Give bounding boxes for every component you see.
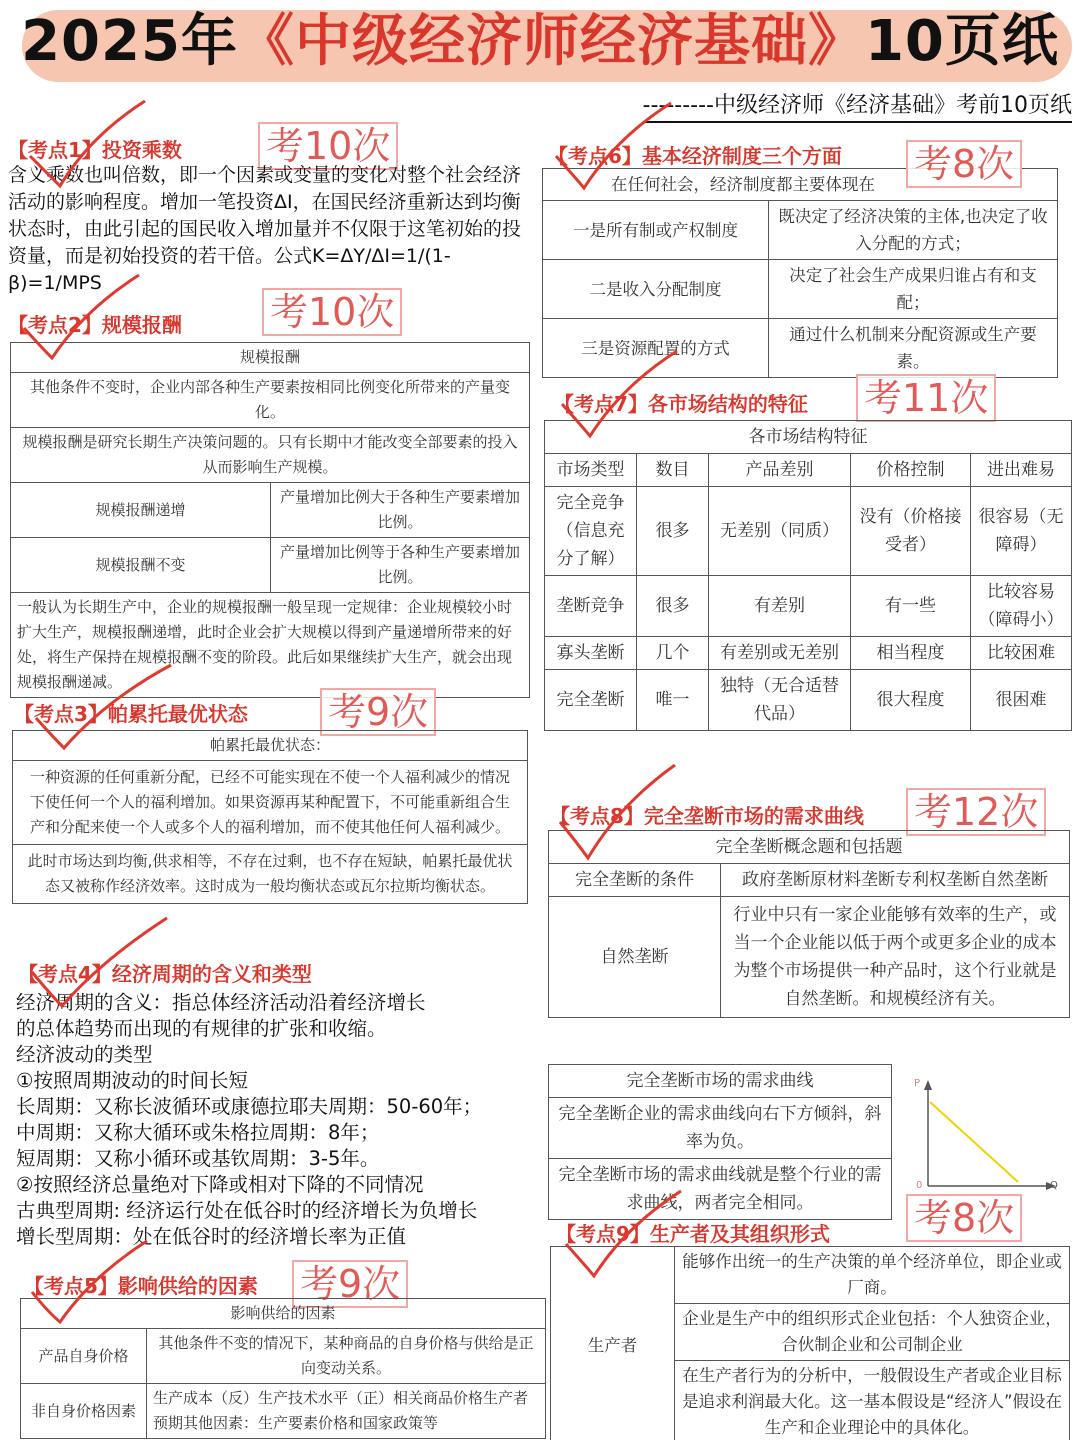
kp7-table bbox=[544, 420, 1072, 731]
kp7-cell: 有一些 bbox=[851, 576, 971, 637]
kp7-cell: 有差别或无差别 bbox=[709, 637, 851, 670]
kp9-heading bbox=[556, 1218, 830, 1247]
kp8-label: 【考点8】 bbox=[550, 804, 644, 828]
page-title bbox=[0, 6, 1080, 78]
kp7-cell: 很困难 bbox=[971, 670, 1072, 731]
kp9-row-2: 企业是生产中的组织形式企业包括：个人独资企业，合伙制企业和公司制企业 bbox=[675, 1304, 1070, 1361]
kp6-stamp: 考8次 bbox=[906, 140, 1022, 188]
title-year: 2025年 bbox=[21, 9, 238, 74]
page-subtitle: ---------中级经济师《经济基础》考前10页纸 bbox=[643, 88, 1072, 123]
kp9-row-3: 在生产者行为的分析中，一般假设生产者或企业目标是追求利润最大化。这一基本假设是“经济人”假设在生产和企业理论中的具体化。 bbox=[675, 1361, 1070, 1440]
kp4-line: 的总体趋势而出现的有规律的扩张和收缩。 bbox=[16, 1017, 387, 1040]
kp5-own-key: 产品自身价格 bbox=[21, 1329, 147, 1384]
kp4-heading bbox=[18, 958, 312, 987]
kp7-cell: 比较容易（障碍小） bbox=[971, 576, 1072, 637]
kp9-table bbox=[550, 1246, 1070, 1440]
kp7-cell: 完全竞争（信息充分了解） bbox=[545, 487, 637, 576]
y-axis-arrow-icon bbox=[924, 1080, 932, 1090]
kp2-table-title: 规模报酬 bbox=[11, 343, 530, 373]
kp4-text bbox=[16, 990, 546, 1250]
kp7-table-title: 各市场结构特征 bbox=[545, 421, 1072, 454]
title-book: 《中级经济师经济基础》 bbox=[237, 9, 865, 74]
kp6-table bbox=[542, 168, 1058, 378]
kp3-heading bbox=[14, 698, 248, 727]
kp7-col-header: 数目 bbox=[637, 454, 709, 487]
kp8-curve-row-1: 完全垄断企业的需求曲线向右下方倾斜，斜率为负。 bbox=[549, 1098, 892, 1159]
kp8-stamp-2: 考8次 bbox=[906, 1194, 1022, 1242]
kp6-label: 【考点6】 bbox=[548, 144, 642, 168]
kp3-table-title: 帕累托最优状态： bbox=[13, 731, 528, 761]
kp5-heading bbox=[24, 1270, 258, 1299]
kp8-heading bbox=[550, 800, 864, 829]
kp1-stamp: 考10次 bbox=[258, 122, 398, 170]
kp7-cell: 很大程度 bbox=[851, 670, 971, 731]
kp3-title: 帕累托最优状态 bbox=[107, 702, 248, 726]
kp5-non-value: 生产成本（反）生产技术水平（正）相关商品价格生产者预期其他因素：生产要素价格和国家政策等 bbox=[147, 1384, 546, 1439]
kp5-stamp: 考9次 bbox=[292, 1260, 408, 1308]
kp7-cell: 寡头垄断 bbox=[545, 637, 637, 670]
kp8-title: 完全垄断市场的需求曲线 bbox=[643, 804, 864, 828]
kp8-curve-title: 完全垄断市场的需求曲线 bbox=[549, 1065, 892, 1098]
kp6-title: 基本经济制度三个方面 bbox=[641, 144, 842, 168]
kp4-line: 短周期：又称小循环或基钦周期：3-5年。 bbox=[16, 1147, 380, 1170]
kp2-inc-key: 规模报酬递增 bbox=[11, 483, 271, 538]
demand-curve-graph bbox=[900, 1072, 1070, 1202]
kp2-title: 规模报酬 bbox=[101, 313, 182, 337]
kp8-nat-key: 自然垄断 bbox=[549, 897, 721, 1018]
kp2-row-2: 规模报酬是研究长期生产决策问题的。只有长期中才能改变全部要素的投入从而影响生产规模。 bbox=[11, 428, 530, 483]
kp2-row-1: 其他条件不变时，企业内部各种生产要素按相同比例变化所带来的产量变化。 bbox=[11, 373, 530, 428]
kp7-cell: 几个 bbox=[637, 637, 709, 670]
kp1-text: 含义乘数也叫倍数，即一个因素或变量的变化对整个社会经济活动的影响程度。增加一笔投资ΔI，在国民经济重新达到均衡状态时，由此引起的国民收入增加量并不仅限于这笔初始的投资量，而是初始投资的若干倍。公式K=ΔY/ΔI=1/(1-β)=1/MPS bbox=[8, 164, 522, 294]
axis-origin-label: 0 bbox=[916, 1180, 923, 1191]
kp4-line: 增长型周期：处在低谷时的经济增长率为正值 bbox=[16, 1225, 407, 1248]
kp4-line: 经济波动的类型 bbox=[16, 1043, 153, 1066]
kp5-title: 影响供给的因素 bbox=[117, 1274, 258, 1298]
kp4-line: 经济周期的含义：指总体经济活动沿着经济增长 bbox=[16, 991, 426, 1014]
kp5-non-key: 非自身价格因素 bbox=[21, 1384, 147, 1439]
kp7-cell: 很容易（无障碍） bbox=[971, 487, 1072, 576]
kp3-label: 【考点3】 bbox=[14, 702, 108, 726]
kp6-row-key: 二是收入分配制度 bbox=[543, 260, 769, 319]
kp5-table bbox=[20, 1298, 546, 1439]
kp8-curve-row-2: 完全垄断市场的需求曲线就是整个行业的需求曲线，两者完全相同。 bbox=[549, 1159, 892, 1220]
kp7-col-header: 市场类型 bbox=[545, 454, 637, 487]
kp7-col-header: 价格控制 bbox=[851, 454, 971, 487]
axis-p-label: P bbox=[914, 1078, 921, 1089]
kp7-stamp: 考11次 bbox=[856, 374, 996, 422]
kp7-cell: 没有（价格接受者） bbox=[851, 487, 971, 576]
kp9-title: 生产者及其组织形式 bbox=[649, 1222, 830, 1246]
kp2-label: 【考点2】 bbox=[8, 313, 102, 337]
kp7-cell: 垄断竞争 bbox=[545, 576, 637, 637]
kp7-cell: 有差别 bbox=[709, 576, 851, 637]
kp6-table-title: 在任何社会，经济制度都主要体现在 bbox=[543, 169, 1058, 201]
kp1-label: 【考点1】 bbox=[8, 138, 102, 162]
kp2-table bbox=[10, 342, 530, 698]
kp2-const-value: 产量增加比例等于各种生产要素增加比例。 bbox=[271, 538, 530, 593]
kp5-table-title: 影响供给的因素 bbox=[21, 1299, 546, 1329]
kp4-line: 长周期：又称长波循环或康德拉耶夫周期：50-60年； bbox=[16, 1095, 483, 1118]
kp4-line: ②按照经济总量绝对下降或相对下降的不同情况 bbox=[16, 1173, 424, 1196]
kp7-col-header: 产品差别 bbox=[709, 454, 851, 487]
demand-curve-line bbox=[930, 1102, 1018, 1182]
kp6-row-key: 一是所有制或产权制度 bbox=[543, 201, 769, 260]
title-suffix: 10页纸 bbox=[864, 9, 1059, 74]
kp2-row-5: 一般认为长期生产中，企业的规模报酬一般呈现一定规律：企业规模较小时扩大生产，规模报酬递增，此时企业会扩大规模以得到产量递增所带来的好处，将生产保持在规模报酬不变的阶段。此后如果继续扩大生产，就会出现规模报酬递减。 bbox=[11, 593, 530, 698]
kp7-cell: 完全垄断 bbox=[545, 670, 637, 731]
kp3-row-1: 一种资源的任何重新分配，已经不可能实现在不使一个人福利减少的情况下使任何一个人的福利增加。如果资源再某种配置下，不可能重新组合生产和分配来使一个人或多个人的福利增加，而不使其他任何人福利减少。 bbox=[13, 761, 528, 845]
kp3-stamp: 考9次 bbox=[320, 688, 436, 736]
kp1-title: 投资乘数 bbox=[101, 138, 182, 162]
kp4-line: 中周期：又称大循环或朱格拉周期：8年； bbox=[16, 1121, 380, 1144]
kp8-cond-value: 政府垄断原材料垄断专利权垄断自然垄断 bbox=[721, 864, 1070, 897]
kp1-heading bbox=[8, 134, 182, 163]
kp2-inc-value: 产量增加比例大于各种生产要素增加比例。 bbox=[271, 483, 530, 538]
kp6-heading bbox=[548, 140, 842, 169]
kp7-cell: 比较困难 bbox=[971, 637, 1072, 670]
kp6-row-value: 既决定了经济决策的主体,也决定了收入分配的方式； bbox=[769, 201, 1058, 260]
kp7-heading bbox=[554, 388, 808, 417]
axis-q-label: Q bbox=[1050, 1180, 1058, 1191]
kp2-heading bbox=[8, 309, 182, 338]
kp4-label: 【考点4】 bbox=[18, 962, 112, 986]
kp5-own-value: 其他条件不变的情况下，某种商品的自身价格与供给是正向变动关系。 bbox=[147, 1329, 546, 1384]
kp8-cond-key: 完全垄断的条件 bbox=[549, 864, 721, 897]
kp7-cell: 相当程度 bbox=[851, 637, 971, 670]
kp6-row-value: 决定了社会生产成果归谁占有和支配； bbox=[769, 260, 1058, 319]
kp7-title: 各市场结构的特征 bbox=[647, 392, 808, 416]
kp7-cell: 很多 bbox=[637, 487, 709, 576]
kp4-line: 古典型周期: 经济运行处在低谷时的经济增长为负增长 bbox=[16, 1199, 478, 1222]
kp7-col-header: 进出难易 bbox=[971, 454, 1072, 487]
kp2-const-key: 规模报酬不变 bbox=[11, 538, 271, 593]
kp8-curve-table bbox=[548, 1064, 892, 1220]
kp4-title: 经济周期的含义和类型 bbox=[111, 962, 312, 986]
kp7-cell: 唯一 bbox=[637, 670, 709, 731]
kp6-row-value: 通过什么机制来分配资源或生产要素。 bbox=[769, 319, 1058, 378]
kp8-stamp: 考12次 bbox=[906, 788, 1046, 836]
kp7-cell: 无差别（同质） bbox=[709, 487, 851, 576]
kp3-table bbox=[12, 730, 528, 904]
kp8-table bbox=[548, 830, 1070, 1018]
kp7-label: 【考点7】 bbox=[554, 392, 648, 416]
kp3-row-2: 此时市场达到均衡,供求相等，不存在过剩，也不存在短缺，帕累托最优状态又被称作经济效率。这时成为一般均衡状态或瓦尔拉斯均衡状态。 bbox=[13, 845, 528, 904]
kp8-nat-value: 行业中只有一家企业能够有效率的生产，或当一个企业能以低于两个或更多企业的成本为整个市场提供一种产品时，这个行业就是自然垄断。和规模经济有关。 bbox=[721, 897, 1070, 1018]
kp8-table-title: 完全垄断概念题和包括题 bbox=[549, 831, 1070, 864]
kp6-row-key: 三是资源配置的方式 bbox=[543, 319, 769, 378]
kp9-label: 【考点9】 bbox=[556, 1222, 650, 1246]
kp9-row-1: 能够作出统一的生产决策的单个经济单位，即企业或厂商。 bbox=[675, 1247, 1070, 1304]
kp2-stamp: 考10次 bbox=[262, 288, 402, 336]
kp9-key: 生产者 bbox=[551, 1247, 675, 1440]
kp7-cell: 独特（无合适替代品） bbox=[709, 670, 851, 731]
kp7-cell: 很多 bbox=[637, 576, 709, 637]
kp5-label: 【考点5】 bbox=[24, 1274, 118, 1298]
kp4-line: ①按照周期波动的时间长短 bbox=[16, 1069, 248, 1092]
